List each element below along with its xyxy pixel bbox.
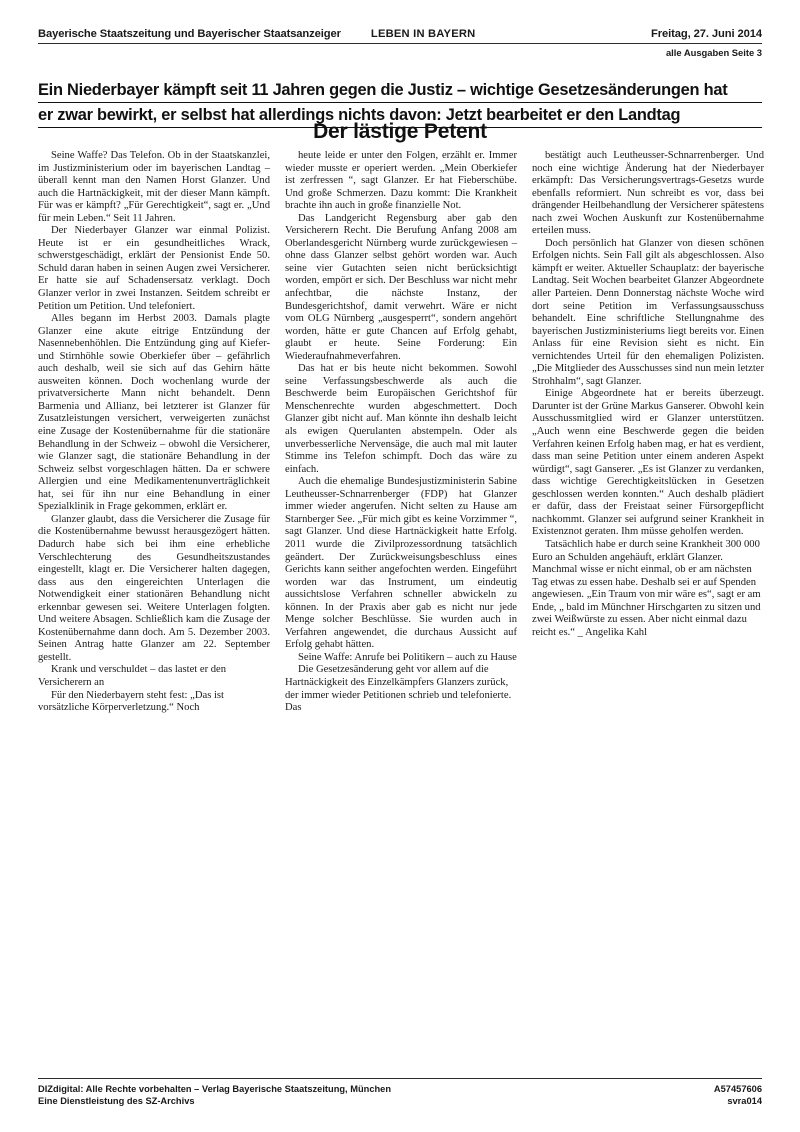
paragraph: bestätigt auch Leutheusser-Schnarrenberger. Und noch eine wichtige Änderung hat der Niederbayer erkämpft: Das Versicherungsvertrags-Gesetzs wurde ebenfalls reformiert. Nun schreibt es vor, dass bei drängender Heilbehandlung der Versicherer spätestens nach zwei Wochen Auskunft zur Kostenübernahme erteilen muss.	[532, 150, 764, 237]
footer-copyright-line-2: Eine Dienstleistung des SZ-Archivs	[38, 1096, 195, 1106]
paragraph: Auch die ehemalige Bundesjustizministerin Sabine Leutheusser-Schnarrenberger (FDP) hat Glanzer immer wieder angerufen. Nicht selten zu Hause am Starnberger See. „Für mich gibt es keine Vorzimmer “, sagt Glanzer. Und diese Hartnäckigkeit hatte Erfolg. 2011 wurde die Zivilprozessordnung tatsächlich geändert. Der Zurückweisungsbeschluss eines Gerichts kann seither angefochten werden. Eingeführt worden war das Instrument, um eindeutig aussichtslose Verfahren schneller abwickeln zu können. In der Praxis aber gab es nicht nur jede Menge solcher Beschlüsse. Sie wurden auch in Verfahren angewendet, die durchaus Aussicht auf Erfolg gehabt hätten.	[285, 476, 517, 651]
paragraph: Alles begann im Herbst 2003. Damals plagte Glanzer eine akute eitrige Entzündung der Nasennebenhöhlen. Die Entzündung ging auf Kiefer- und Stirnhöhle sowie Oberkiefer über – gefährlich auch deshalb, weil sie sich auf das Gehirn hätte ausweiten können. Doch wochenlang wurde der privatversicherte Mann nicht behandelt. Denn Barmenia und Allianz, bei letzterer ist Glanzer für Zusatzleistungen versichert, verweigerten zunächst eine Zusage der Kostenübernahme für die stationäre Behandlung in der Schweiz – obwohl die Versicherer, wie Glanzer sagt, die stationäre Behandlung in der Schweiz selbst vorgeschlagen hätten. Da er schwere Allergien und eine Medikamentenunverträglichkeit hat, sei für ihn nur eine Behandlung in einer Spezialklinik in Frage gekommen, erklärt er.	[38, 313, 270, 513]
kicker-line-1: Ein Niederbayer kämpft seit 11 Jahren gegen die Justiz – wichtige Gesetzesänderungen hat	[38, 80, 762, 103]
paragraph: Das hat er bis heute nicht bekommen. Sowohl seine Verfassungsbeschwerde als auch die Beschwerde beim Europäischen Gerichtshof für Menschenrechte wurden abgeschmettert. Doch Glanzer gibt nicht auf. Man könnte ihn deshalb leicht als ewigen Querulanten abstempeln. Oder als unverbesserliche Nervensäge, die auch mal mit lauter Stimme ins Telefon schimpft. Doch das wäre zu einfach.	[285, 363, 517, 475]
footer-copyright	[38, 1083, 391, 1107]
article-column-3	[532, 150, 764, 910]
footer-divider	[38, 1078, 762, 1079]
article-column-1	[38, 150, 270, 910]
article-body	[38, 150, 764, 910]
paragraph: Einige Abgeordnete hat er bereits überzeugt. Darunter ist der Grüne Markus Ganserer. Obwohl kein Ausschussmitglied wird er Glanzer unterstützen. „Auch wenn eine Beschwerde gegen die beiden Verfahren keinen Erfolg haben mag, er hat es verdient, dass man seine Petition unter einem anderen Aspekt würdigt“, sagt Ganserer. „Es ist Glanzer zu verdanken, dass wichtige Gerechtigkeitslücken in Gesetzen geschlossen werden konnten.“ Auch deshalb plädiert er dafür, dass der Freistaat seiner Fürsorgepflicht nachkommt. Glanzer sei aufgrund seiner Krankheit in Existenznot geraten. Ihm müsse geholfen werden.	[532, 388, 764, 538]
paragraph: Das Landgericht Regensburg aber gab den Versicherern Recht. Die Berufung Anfang 2008 am Oberlandesgericht Nürnberg wurde zurückgewiesen – ohne dass Glanzer selbst gehört worden war. Auch seine vier Gutachten seien nicht berücksichtigt worden, empört er sich. Der Beschluss war nicht mehr anfechtbar, die nächste Instanz, der Bundesgerichtshof, damit verwehrt. Wäre er nicht vom OLG Nürnberg „ausgesperrt“, sondern angehört worden, hätte er gute Chancen auf Erfolg gehabt, glaubt er heute. Seine Forderung: Ein Wiederaufnahmeverfahren.	[285, 212, 517, 362]
section-title: LEBEN IN BAYERN	[370, 28, 476, 40]
page-footer	[38, 1078, 762, 1107]
paragraph: Seine Waffe? Das Telefon. Ob in der Staatskanzlei, im Justizministerium oder im bayerischen Landtag – überall kennt man den Namen Horst Glanzer. Und auch die Hartnäckigkeit, mit der dieser Mann kämpft. Für was er kämpft? „Für Gerechtigkeit“, sagt er. „Und für mein Leben.“ Seit 11 Jahren.	[38, 150, 270, 224]
footer-content	[38, 1083, 762, 1107]
page-title: Der lästige Petent	[313, 120, 487, 143]
masthead-divider	[38, 43, 762, 44]
paragraph: heute leide er unter den Folgen, erzählt er. Immer wieder musste er operiert werden. „Mein Oberkiefer ist zerfressen “, sagt Glanzer. Er hat Fieberschübe. Und große Schmerzen. Dazu kommt: Die Krankheit brachte ihn auch in große finanzielle Not.	[285, 150, 517, 212]
edition-note: alle Ausgaben Seite 3	[665, 47, 762, 58]
masthead	[38, 28, 762, 58]
footer-codes	[714, 1083, 762, 1107]
kicker-line-2: er zwar bewirkt, er selbst hat allerdings nichts davon: Jetzt bearbeitet er den Landtag	[38, 105, 762, 128]
subheading: Krank und verschuldet – das lastet er den Versicherern an	[38, 664, 227, 688]
article-column-2	[285, 150, 517, 910]
paragraph: Doch persönlich hat Glanzer von diesen schönen Erfolgen nichts. Sein Fall gilt als abgeschlossen. Also kämpft er weiter. Aktueller Schauplatz: der bayerische Landtag. Seit Wochen bearbeitet Glanzer Abgeordnete aller Parteien. Denn Donnerstag nächste Woche wird dort seine Petition im Verfassungsausschuss behandelt. Eine schriftliche Stellungnahme des bayerischen Justizministeriums liegt bereits vor. Einen Anlass für eine Revision sieht es nicht. Ein vernichtendes Urteil für den ehemaligen Polizisten. „Die Mitglieder des Ausschusses sind nun mein letzter Strohhalm“, sagt Glanzer.	[532, 237, 764, 387]
paragraph-with-byline: Tatsächlich habe er durch seine Krankheit 300 000 Euro an Schulden angehäuft, erklärt Glanzer. Manchmal wisse er nicht einmal, ob er am nächsten Tag etwas zu essen habe. Deshalb sei er auf Spenden angewiesen. „Ein Traum von mir wäre es“, sagt er am Ende, „ bald im Münchner Hirschgarten zu sitzen und zwei Weißwürste zu essen. Aber nicht einmal dazu reicht es.“ _ Angelika Kahl	[532, 538, 761, 638]
subheading: Seine Waffe: Anrufe bei Politikern – auch zu Hause	[298, 651, 517, 663]
masthead-top-row	[38, 28, 762, 40]
footer-copyright-line-1: DIZdigital: Alle Rechte vorbehalten – Verlag Bayerische Staatszeitung, München	[38, 1084, 392, 1094]
footer-document-code: A57457606	[713, 1084, 762, 1094]
paragraph: Glanzer glaubt, dass die Versicherer die Zusage für die Kostenübernahme bewusst herausgezögert hätten. Dadurch habe sich bei ihm eine erhebliche Verschlechterung des Gesundheitszustandes eingestellt, klagt er. Die Versicherer halten dagegen, dass aus den eingereichten Unterlagen die Notwendigkeit einer stationären Behandlung nicht erkennbar gewesen sei. Weitere Unterlagen folgten. Und weitere Absagen. Schließlich kam die Zusage der Kostenübernahme dann doch. Am 5. Dezember 2003. Seinen Antrag hatte Glanzer am 22. September gestellt.	[38, 513, 270, 663]
paragraph: Für den Niederbayern steht fest: „Das ist vorsätzliche Körperverletzung.“ Noch	[38, 689, 224, 714]
paragraph: Die Gesetzesänderung geht vor allem auf die Hartnäckigkeit des Einzelkämpfers Glanzers zurück, der immer wieder Petitionen schrieb und telefonierte. Das	[285, 664, 512, 714]
paragraph: Der Niederbayer Glanzer war einmal Polizist. Heute ist er ein gesundheitliches Wrack, schwerstgeschädigt, erklärt der Pensionist Ende 50. Schuld daran haben in seinen Augen zwei Versicherer. Er hatte sie auf Schadensersatz verklagt. Doch Glanzer verlor in zwei Instanzen. Seitdem schreibt er Petition um Petition. Und telefoniert.	[38, 225, 270, 312]
publication-title: Bayerische Staatszeitung und Bayerischer Staatsanzeiger	[38, 28, 341, 40]
footer-archive-code: svra014	[727, 1096, 762, 1106]
issue-date: Freitag, 27. Juni 2014	[651, 28, 762, 40]
